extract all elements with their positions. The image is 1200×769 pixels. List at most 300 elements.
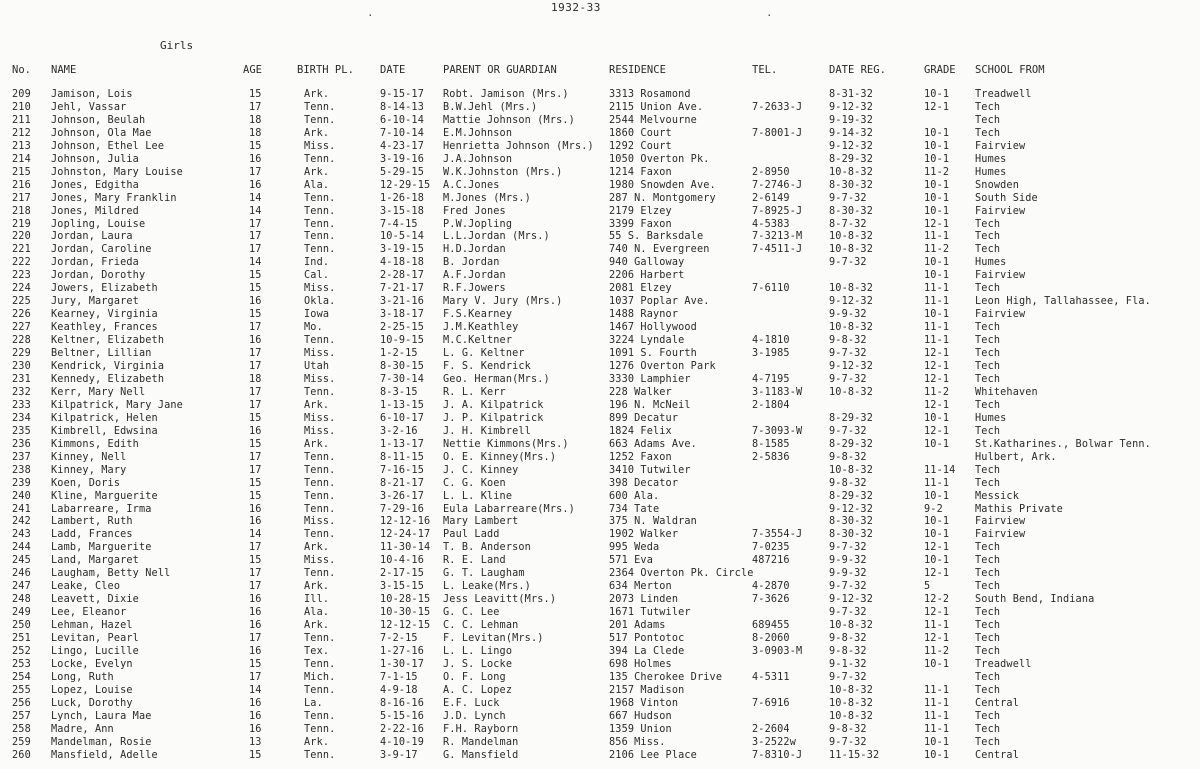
- student-name: Leake, Cleo: [51, 581, 121, 593]
- student-age: 15: [249, 555, 262, 567]
- grade: 11-1: [924, 322, 950, 334]
- row-number: 260: [12, 749, 31, 761]
- row-number: 240: [12, 490, 31, 502]
- grade: 10-1: [924, 658, 950, 670]
- row-number: 219: [12, 218, 31, 230]
- residence: 995 Weda: [609, 542, 660, 554]
- row-number: 225: [12, 296, 31, 308]
- telephone: 4-5311: [752, 671, 790, 683]
- date-registered: 11-15-32: [829, 749, 880, 761]
- birth-place: Tenn.: [304, 503, 336, 515]
- telephone: 7-3626: [752, 594, 790, 606]
- grade: 10-1: [924, 140, 950, 152]
- row-number: 217: [12, 192, 31, 204]
- stray-mark: .: [367, 6, 374, 19]
- parent-guardian: J.D. Lynch: [443, 710, 506, 722]
- birth-date: 2-28-17: [380, 270, 424, 282]
- residence: 1359 Union: [609, 723, 672, 735]
- grade: 10-1: [924, 257, 950, 269]
- parent-guardian: M.Jones (Mrs.): [443, 192, 531, 204]
- date-registered: 10-8-32: [829, 620, 873, 632]
- birth-place: Tex.: [304, 645, 330, 657]
- student-name: Lynch, Laura Mae: [51, 710, 152, 722]
- parent-guardian: M.C.Keltner: [443, 335, 513, 347]
- birth-place: Tenn.: [304, 192, 336, 204]
- telephone: 3-2522w: [752, 736, 796, 748]
- grade: 11-14: [924, 464, 956, 476]
- parent-guardian: C. C. Lehman: [443, 620, 519, 632]
- table-row: [0, 321, 1200, 334]
- section-label: Girls: [160, 39, 194, 52]
- parent-guardian: L.L.Jordan (Mrs.): [443, 231, 550, 243]
- birth-date: 5-15-16: [380, 710, 424, 722]
- telephone: 8-2060: [752, 633, 790, 645]
- birth-date: 10-9-15: [380, 335, 424, 347]
- table-row: [0, 205, 1200, 218]
- residence: 1488 Raynor: [609, 309, 679, 321]
- birth-place: Mich.: [304, 671, 336, 683]
- birth-place: Ala.: [304, 179, 330, 191]
- birth-place: La.: [304, 697, 323, 709]
- school-from: Tech: [975, 335, 1001, 347]
- date-registered: 10-8-32: [829, 322, 873, 334]
- telephone: 3-1985: [752, 348, 790, 360]
- residence: 1091 S. Fourth: [609, 348, 697, 360]
- table-row: [0, 179, 1200, 192]
- page-year: 1932-33: [551, 1, 601, 14]
- school-from: Tech: [975, 373, 1001, 385]
- student-age: 17: [249, 231, 262, 243]
- residence: 734 Tate: [609, 503, 660, 515]
- date-registered: 9-7-32: [829, 581, 867, 593]
- residence: 2157 Madison: [609, 684, 685, 696]
- residence: 1292 Court: [609, 140, 672, 152]
- header-school: SCHOOL FROM: [975, 64, 1045, 76]
- date-registered: 9-7-32: [829, 671, 867, 683]
- student-age: 15: [249, 490, 262, 502]
- grade: 10-1: [924, 516, 950, 528]
- residence: 2206 Harbert: [609, 270, 685, 282]
- residence: 1037 Poplar Ave.: [609, 296, 710, 308]
- school-from: Fairview: [975, 140, 1026, 152]
- school-from: Snowden: [975, 179, 1019, 191]
- residence: 1276 Overton Park: [609, 361, 716, 373]
- table-row: [0, 684, 1200, 697]
- birth-date: 2-17-15: [380, 568, 424, 580]
- school-from: Tech: [975, 684, 1001, 696]
- row-number: 234: [12, 412, 31, 424]
- date-registered: 8-7-32: [829, 218, 867, 230]
- student-name: Ladd, Frances: [51, 529, 133, 541]
- school-from: Tech: [975, 723, 1001, 735]
- student-age: 16: [249, 645, 262, 657]
- student-name: Jordan, Frieda: [51, 257, 139, 269]
- parent-guardian: T. B. Anderson: [443, 542, 531, 554]
- school-from: Tech: [975, 736, 1001, 748]
- school-from: Fairview: [975, 529, 1026, 541]
- table-row: [0, 490, 1200, 503]
- student-age: 17: [249, 464, 262, 476]
- school-from: Humes: [975, 257, 1007, 269]
- grade: 11-2: [924, 166, 950, 178]
- table-row: [0, 671, 1200, 684]
- telephone: 7-3213-M: [752, 231, 803, 243]
- birth-date: 7-10-14: [380, 127, 424, 139]
- birth-date: 8-14-13: [380, 101, 424, 113]
- date-registered: 10-8-32: [829, 244, 873, 256]
- grade: 12-1: [924, 399, 950, 411]
- school-from: South Bend, Indiana: [975, 594, 1095, 606]
- telephone: 7-4511-J: [752, 244, 803, 256]
- grade: 11-2: [924, 645, 950, 657]
- student-age: 16: [249, 710, 262, 722]
- birth-place: Miss.: [304, 348, 336, 360]
- table-row: [0, 308, 1200, 321]
- student-age: 15: [249, 309, 262, 321]
- birth-date: 11-30-14: [380, 542, 431, 554]
- telephone: 7-3093-W: [752, 425, 803, 437]
- birth-date: 7-2-15: [380, 633, 418, 645]
- school-from: Hulbert, Ark.: [975, 451, 1057, 463]
- grade: 12-1: [924, 373, 950, 385]
- parent-guardian: Fred Jones: [443, 205, 506, 217]
- birth-place: Ill.: [304, 594, 330, 606]
- school-from: Treadwell: [975, 89, 1032, 100]
- student-name: Madre, Ann: [51, 723, 114, 735]
- grade: 11-1: [924, 296, 950, 308]
- row-number: 222: [12, 257, 31, 269]
- parent-guardian: P.W.Jopling: [443, 218, 513, 230]
- row-number: 224: [12, 283, 31, 295]
- student-name: Kinney, Mary: [51, 464, 127, 476]
- birth-date: 3-26-17: [380, 490, 424, 502]
- row-number: 216: [12, 179, 31, 191]
- parent-guardian: Geo. Herman(Mrs.): [443, 373, 550, 385]
- student-name: Lingo, Lucille: [51, 645, 139, 657]
- birth-date: 3-18-17: [380, 309, 424, 321]
- student-age: 14: [249, 684, 262, 696]
- student-name: Luck, Dorothy: [51, 697, 133, 709]
- parent-guardian: O. F. Long: [443, 671, 506, 683]
- table-row: [0, 140, 1200, 153]
- table-row: [0, 503, 1200, 516]
- birth-place: Ala.: [304, 607, 330, 619]
- row-number: 223: [12, 270, 31, 282]
- row-number: 237: [12, 451, 31, 463]
- date-registered: 9-8-32: [829, 633, 867, 645]
- parent-guardian: W.K.Johnston (Mrs.): [443, 166, 563, 178]
- residence: 2115 Union Ave.: [609, 101, 704, 113]
- row-number: 229: [12, 348, 31, 360]
- parent-guardian: Mattie Johnson (Mrs.): [443, 114, 575, 126]
- student-age: 17: [249, 633, 262, 645]
- row-number: 251: [12, 633, 31, 645]
- table-row: [0, 632, 1200, 645]
- table-row: [0, 593, 1200, 606]
- telephone: 7-2633-J: [752, 101, 803, 113]
- birth-date: 4-10-19: [380, 736, 424, 748]
- residence: 394 La Clede: [609, 645, 685, 657]
- student-name: Johnson, Beulah: [51, 114, 146, 126]
- grade: 12-1: [924, 542, 950, 554]
- table-row: [0, 515, 1200, 528]
- birth-date: 9-15-17: [380, 89, 424, 100]
- grade: 12-1: [924, 607, 950, 619]
- header-no: No.: [12, 64, 31, 76]
- date-registered: 8-30-32: [829, 179, 873, 191]
- student-age: 16: [249, 425, 262, 437]
- table-row: [0, 360, 1200, 373]
- grade: 10-1: [924, 192, 950, 204]
- table-row: [0, 373, 1200, 386]
- grade: 11-1: [924, 723, 950, 735]
- student-register: [0, 88, 1200, 762]
- grade: 10-1: [924, 749, 950, 761]
- birth-place: Mo.: [304, 322, 323, 334]
- parent-guardian: B. Jordan: [443, 257, 500, 269]
- date-registered: 9-8-32: [829, 335, 867, 347]
- birth-place: Tenn.: [304, 464, 336, 476]
- telephone: 8-1585: [752, 438, 790, 450]
- student-age: 17: [249, 101, 262, 113]
- grade: 12-1: [924, 101, 950, 113]
- birth-place: Tenn.: [304, 386, 336, 398]
- row-number: 250: [12, 620, 31, 632]
- student-name: Jowers, Elizabeth: [51, 283, 158, 295]
- date-registered: 9-19-32: [829, 114, 873, 126]
- parent-guardian: L. L. Kline: [443, 490, 513, 502]
- birth-place: Ind.: [304, 257, 330, 269]
- stray-mark: .: [766, 6, 773, 19]
- row-number: 209: [12, 89, 31, 100]
- table-row: [0, 580, 1200, 593]
- student-name: Kline, Marguerite: [51, 490, 158, 502]
- student-age: 14: [249, 192, 262, 204]
- table-row: [0, 619, 1200, 632]
- date-registered: 9-9-32: [829, 568, 867, 580]
- birth-date: 4-9-18: [380, 684, 418, 696]
- parent-guardian: Mary V. Jury (Mrs.): [443, 296, 563, 308]
- date-registered: 8-29-32: [829, 490, 873, 502]
- parent-guardian: J.M.Keathley: [443, 322, 519, 334]
- student-name: Mansfield, Adelle: [51, 749, 158, 761]
- birth-place: Miss.: [304, 140, 336, 152]
- date-registered: 9-7-32: [829, 257, 867, 269]
- date-registered: 10-8-32: [829, 231, 873, 243]
- student-age: 16: [249, 516, 262, 528]
- residence: 940 Galloway: [609, 257, 685, 269]
- birth-place: Tenn.: [304, 335, 336, 347]
- row-number: 239: [12, 477, 31, 489]
- row-number: 215: [12, 166, 31, 178]
- birth-date: 3-21-16: [380, 296, 424, 308]
- date-registered: 10-8-32: [829, 684, 873, 696]
- date-registered: 9-1-32: [829, 658, 867, 670]
- table-row: [0, 153, 1200, 166]
- school-from: Whitehaven: [975, 386, 1038, 398]
- residence: 1860 Court: [609, 127, 672, 139]
- row-number: 214: [12, 153, 31, 165]
- row-number: 254: [12, 671, 31, 683]
- row-number: 210: [12, 101, 31, 113]
- parent-guardian: J. C. Kinney: [443, 464, 519, 476]
- birth-date: 3-9-17: [380, 749, 418, 761]
- parent-guardian: B.W.Jehl (Mrs.): [443, 101, 538, 113]
- row-number: 232: [12, 386, 31, 398]
- school-from: Fairview: [975, 309, 1026, 321]
- residence: 1214 Faxon: [609, 166, 672, 178]
- student-name: Beltner, Lillian: [51, 348, 152, 360]
- birth-place: Miss.: [304, 412, 336, 424]
- table-row: [0, 334, 1200, 347]
- telephone: 2-6149: [752, 192, 790, 204]
- school-from: Humes: [975, 166, 1007, 178]
- birth-place: Ark.: [304, 127, 330, 139]
- date-registered: 9-7-32: [829, 348, 867, 360]
- table-row: [0, 399, 1200, 412]
- student-age: 17: [249, 451, 262, 463]
- telephone: 2-1804: [752, 399, 790, 411]
- date-registered: 9-14-32: [829, 127, 873, 139]
- table-row: [0, 736, 1200, 749]
- table-row: [0, 269, 1200, 282]
- birth-date: 5-29-15: [380, 166, 424, 178]
- student-name: Jopling, Louise: [51, 218, 146, 230]
- student-age: 14: [249, 205, 262, 217]
- residence: 2081 Elzey: [609, 283, 672, 295]
- telephone: 7-8001-J: [752, 127, 803, 139]
- telephone: 7-3554-J: [752, 529, 803, 541]
- table-row: [0, 554, 1200, 567]
- residence: 3224 Lyndale: [609, 335, 685, 347]
- residence: 398 Decator: [609, 477, 679, 489]
- student-name: Koen, Doris: [51, 477, 121, 489]
- grade: 12-2: [924, 594, 950, 606]
- birth-date: 7-21-17: [380, 283, 424, 295]
- grade: 10-1: [924, 490, 950, 502]
- school-from: Tech: [975, 568, 1001, 580]
- row-number: 213: [12, 140, 31, 152]
- table-row: [0, 127, 1200, 140]
- grade: 11-2: [924, 386, 950, 398]
- date-registered: 9-12-32: [829, 296, 873, 308]
- date-registered: 10-8-32: [829, 697, 873, 709]
- grade: 10-1: [924, 270, 950, 282]
- residence: 375 N. Waldran: [609, 516, 697, 528]
- school-from: Tech: [975, 114, 1001, 126]
- residence: 135 Cherokee Drive: [609, 671, 723, 683]
- table-row: [0, 645, 1200, 658]
- row-number: 241: [12, 503, 31, 515]
- table-row: [0, 166, 1200, 179]
- student-name: Jury, Margaret: [51, 296, 139, 308]
- student-name: Johnston, Mary Louise: [51, 166, 183, 178]
- student-name: Jones, Edgitha: [51, 179, 139, 191]
- school-from: Tech: [975, 555, 1001, 567]
- row-number: 236: [12, 438, 31, 450]
- school-from: Mathis Private: [975, 503, 1063, 515]
- birth-date: 1-2-15: [380, 348, 418, 360]
- student-age: 15: [249, 89, 262, 100]
- table-row: [0, 710, 1200, 723]
- birth-date: 8-3-15: [380, 386, 418, 398]
- birth-date: 12-12-16: [380, 516, 431, 528]
- grade: 10-1: [924, 205, 950, 217]
- student-name: Keathley, Frances: [51, 322, 158, 334]
- date-registered: 9-7-32: [829, 542, 867, 554]
- student-age: 15: [249, 412, 262, 424]
- date-registered: 9-12-32: [829, 101, 873, 113]
- school-from: Tech: [975, 542, 1001, 554]
- birth-date: 3-19-15: [380, 244, 424, 256]
- birth-place: Miss.: [304, 516, 336, 528]
- student-name: Labarreare, Irma: [51, 503, 152, 515]
- parent-guardian: A.C.Jones: [443, 179, 500, 191]
- student-name: Johnson, Ethel Lee: [51, 140, 165, 152]
- table-row: [0, 697, 1200, 710]
- student-age: 17: [249, 386, 262, 398]
- date-registered: 9-8-32: [829, 645, 867, 657]
- table-row: [0, 243, 1200, 256]
- school-from: South Side: [975, 192, 1038, 204]
- student-name: Jones, Mary Franklin: [51, 192, 177, 204]
- table-row: [0, 218, 1200, 231]
- table-row: [0, 567, 1200, 580]
- student-age: 17: [249, 568, 262, 580]
- student-age: 15: [249, 270, 262, 282]
- birth-date: 1-13-15: [380, 399, 424, 411]
- row-number: 220: [12, 231, 31, 243]
- parent-guardian: L. L. Lingo: [443, 645, 513, 657]
- table-row: [0, 438, 1200, 451]
- telephone: 4-1810: [752, 335, 790, 347]
- table-row: [0, 230, 1200, 243]
- student-name: Jones, Mildred: [51, 205, 139, 217]
- birth-date: 1-27-16: [380, 645, 424, 657]
- table-row: [0, 295, 1200, 308]
- birth-place: Tenn.: [304, 477, 336, 489]
- birth-date: 7-1-15: [380, 671, 418, 683]
- student-age: 17: [249, 322, 262, 334]
- student-name: Kilpatrick, Helen: [51, 412, 158, 424]
- school-from: Tech: [975, 399, 1001, 411]
- student-age: 13: [249, 736, 262, 748]
- table-row: [0, 451, 1200, 464]
- grade: 12-1: [924, 361, 950, 373]
- school-from: Tech: [975, 218, 1001, 230]
- student-age: 15: [249, 658, 262, 670]
- parent-guardian: L. G. Keltner: [443, 348, 525, 360]
- student-name: Lee, Eleanor: [51, 607, 127, 619]
- birth-date: 8-21-17: [380, 477, 424, 489]
- residence: 55 S. Barksdale: [609, 231, 704, 243]
- birth-date: 7-29-16: [380, 503, 424, 515]
- row-number: 247: [12, 581, 31, 593]
- student-name: Levitan, Pearl: [51, 633, 139, 645]
- birth-date: 10-5-14: [380, 231, 424, 243]
- student-name: Kendrick, Virginia: [51, 361, 165, 373]
- table-row: [0, 749, 1200, 762]
- telephone: 3-1183-W: [752, 386, 803, 398]
- row-number: 243: [12, 529, 31, 541]
- header-birth-place: BIRTH PL.: [297, 64, 354, 76]
- student-age: 16: [249, 153, 262, 165]
- telephone: 487216: [752, 555, 790, 567]
- student-age: 16: [249, 697, 262, 709]
- grade: 10-1: [924, 555, 950, 567]
- grade: 11-1: [924, 620, 950, 632]
- student-name: Jordan, Dorothy: [51, 270, 146, 282]
